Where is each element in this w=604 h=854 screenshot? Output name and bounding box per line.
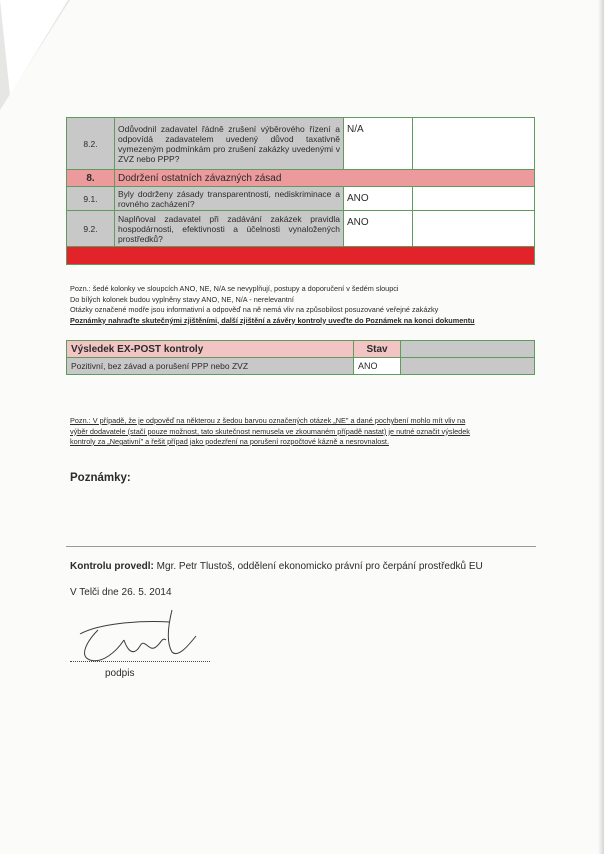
row-answer: ANO [344, 187, 413, 211]
criteria-row [67, 211, 535, 247]
instructions-notes [70, 284, 540, 326]
criteria-table [66, 117, 535, 265]
result-header-label: Výsledek EX-POST kontroly [67, 341, 354, 358]
note-line-strong: Poznámky nahraďte skutečnými zjištěními, další zjištění a závěry kontroly uveďte do Poznámek na konci dokumentu [70, 315, 475, 325]
section-end-bar [67, 247, 535, 265]
criteria-row [67, 118, 535, 170]
result-value: ANO [354, 358, 401, 375]
handwritten-signature [68, 606, 208, 666]
result-header-state: Stav [354, 341, 401, 358]
row-question: Odůvodnil zadavatel řádně zrušení výběrového řízení a odpovídá zadavatelem uvedený důvod taxativně vymezeným podmínkám pro zrušení zakázky uvedenými v ZVZ nebo PPP? [115, 118, 344, 170]
inspector-label: Kontrolu provedl: [70, 561, 154, 572]
section-title: Dodržení ostatních závazných zásad [115, 170, 535, 187]
date-line: V Telči dne 26. 5. 2014 [70, 587, 172, 598]
page-edge-shadow [598, 0, 604, 854]
row-notes-cell [413, 211, 535, 247]
result-header-row [67, 341, 535, 358]
result-label: Pozitivní, bez závad a porušení PPP nebo ZVZ [67, 358, 354, 375]
note-line: Otázky označené modře jsou informativní a odpověď na ně nemá vliv na způsobilost posuzované veřejné zakázky [70, 305, 439, 314]
footnote-line: Pozn.: V případě, že je odpověď na některou z šedou barvou označených otázek „NE" a dané pochybení mohlo mít vliv na [70, 416, 466, 425]
row-number: 8.2. [67, 118, 115, 170]
footnote [70, 416, 540, 448]
section-number: 8. [67, 170, 115, 187]
inspector-value: Mgr. Petr Tlustoš, oddělení ekonomicko právní pro čerpání prostředků EU [156, 561, 483, 572]
note-line: Do bílých kolonek budou vyplněny stavy ANO, NE, N/A - nerelevantní [70, 294, 294, 304]
row-answer: ANO [344, 211, 413, 247]
row-question: Naplňoval zadavatel při zadávání zakázek pravidla hospodárnosti, efektivnosti a účelnosti vynaložených prostředků? [115, 211, 344, 247]
row-number: 9.1. [67, 187, 115, 211]
result-table [66, 340, 535, 375]
section-header-row [67, 170, 535, 187]
row-notes-cell [413, 118, 535, 170]
signature-line [70, 661, 210, 662]
signature-label: podpis [105, 668, 135, 679]
result-row [67, 358, 535, 375]
row-answer: N/A [344, 118, 413, 170]
footnote-line: kontroly za „Negativní" a řešit případ jako podezření na porušení rozpočtové kázně a nesrovnalost. [70, 437, 389, 446]
inspector-line [70, 561, 483, 572]
row-notes-cell [413, 187, 535, 211]
row-question: Byly dodrženy zásady transparentnosti, nediskriminace a rovného zacházení? [115, 187, 344, 211]
divider [66, 546, 536, 547]
row-number: 9.2. [67, 211, 115, 247]
note-line: Pozn.: šedé kolonky ve sloupcích ANO, NE, N/A se nevyplňují, postupy a doporučení v šedém sloupci [70, 284, 399, 293]
folded-corner-shadow [0, 0, 70, 110]
criteria-row [67, 187, 535, 211]
notes-heading: Poznámky: [70, 472, 131, 484]
footnote-line: výběr dodavatele (stačí pouze možnost, tato skutečnost nemusela ve zkoumaném případě nastat) je nutné označit výsledek [70, 426, 470, 436]
